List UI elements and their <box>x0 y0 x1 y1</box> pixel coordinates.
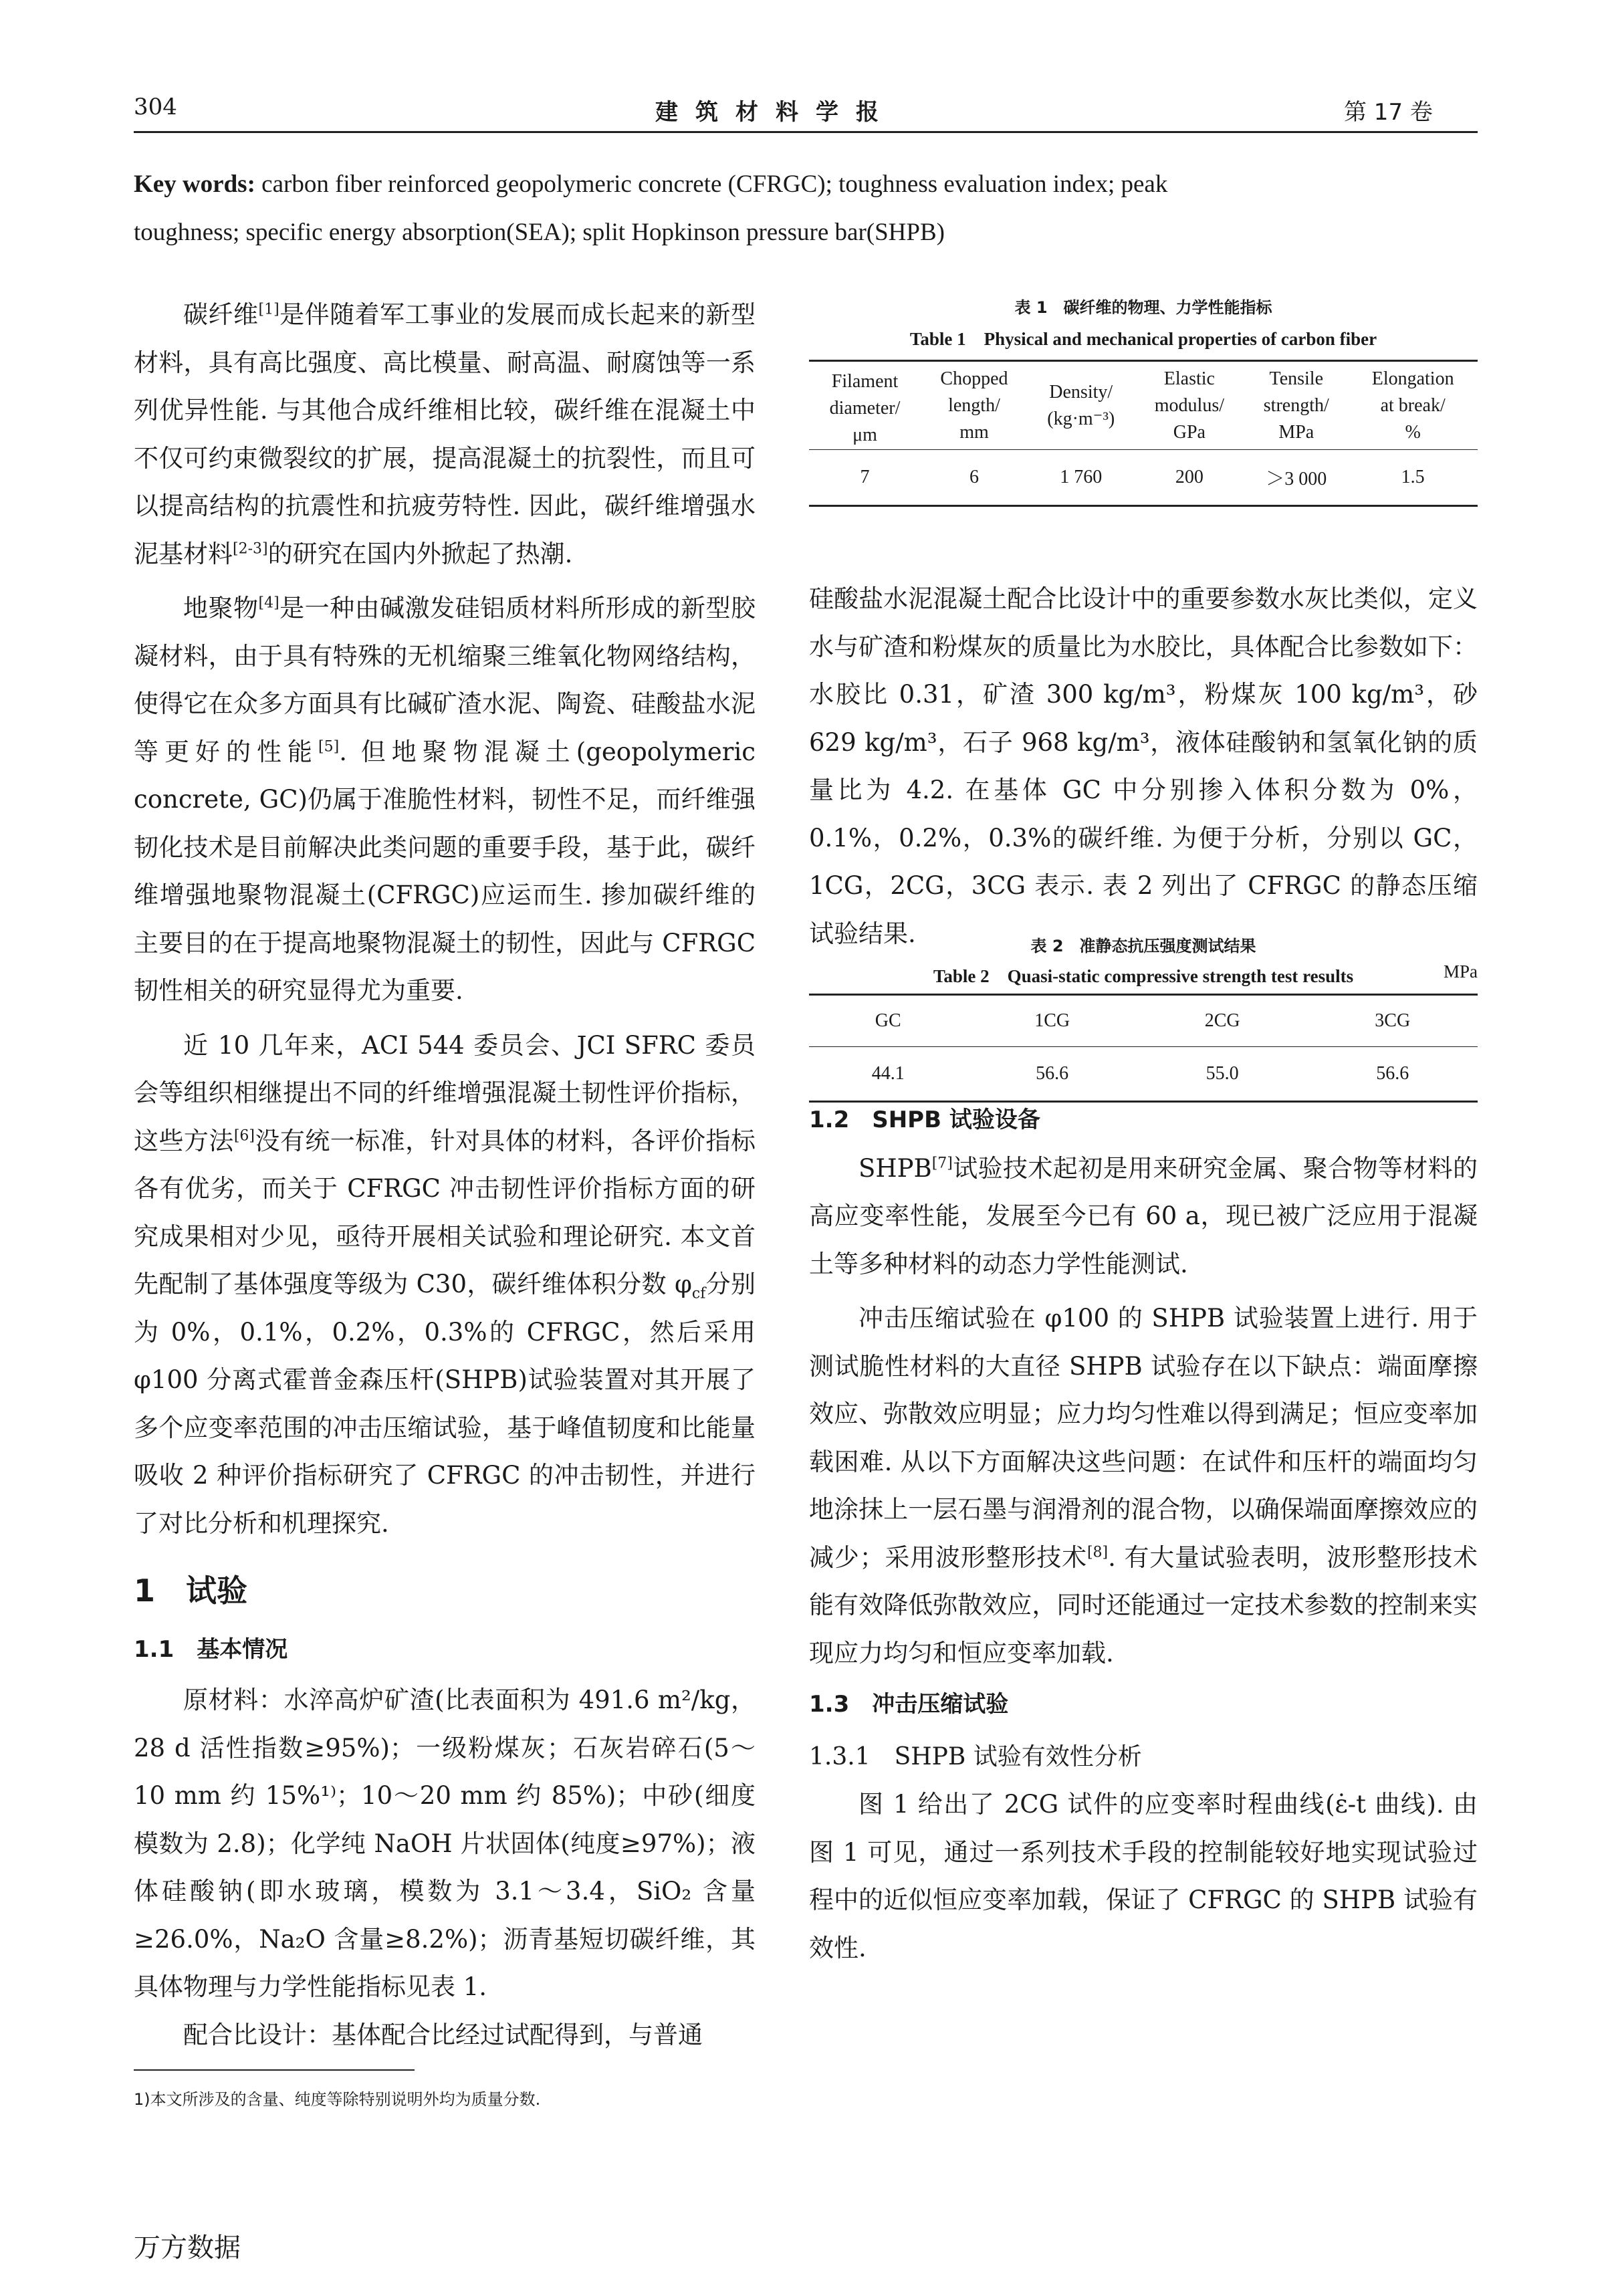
table-row <box>809 450 1478 506</box>
table-1-caption-en: Table 1 Physical and mechanical properties of carbon fiber <box>909 329 1377 349</box>
table-cell: 1 760 <box>1028 450 1135 506</box>
intro-paragraph-3: 近 10 几年来，ACI 544 委员会、JCI SFRC 委员会等组织相继提出不同的纤维增强混凝土韧性评价指标，这些方法[6]没有统一标准，针对具体的材料，各评价指标各有优劣，而关于 CFRGC 冲击韧性评价指标方面的研究成果相对少见，亟待开展相关试验和理论研究. 本文首先配制了基体强度等级为 C30，碳纤维体积分数 $\varphi_{cf}$分别为 0%，0.1%，0.2%，0.3%的 CFRGC，然后采用 φ100 分离式霍普金森压杆(SHPB)试验装置对其开展了多个应变率范围的冲击压缩试验，基于峰值韧度和比能量吸收 2 种评价指标研究了 CFRGC 的冲击韧性，并进行了对比分析和机理探究. <box>134 1030 756 1538</box>
table-2-header-row <box>809 995 1478 1047</box>
table-cell: 56.6 <box>967 1047 1137 1102</box>
section-heading-1-3-1: 1.3.1 SHPB 试验有效性分析 <box>809 1742 1142 1770</box>
materials-paragraph: 原材料：水淬高炉矿渣(比表面积为 491.6 m²/kg，28 d 活性指数≥95%)；一级粉煤灰；石灰岩碎石(5～10 mm 约 15%¹⁾；10～20 mm 约 85%)；中砂(细度模数为 2.8)；化学纯 NaOH 片状固体(纯度≥97%)；液体硅酸钠(即水玻璃，模数为 3.1～3.4，SiO₂ 含量≥26.0%，Na₂O 含量≥8.2%)；沥青基短切碳纤维，其具体物理与力学性能指标见表 1. <box>134 1686 756 2001</box>
table-cell: 6 <box>921 450 1028 506</box>
table-2-caption-cn: 表 2 准静态抗压强度测试结果 <box>1030 937 1256 955</box>
footnote-rule <box>134 2069 415 2071</box>
shpb-paragraph-2: 冲击压缩试验在 φ100 的 SHPB 试验装置上进行. 用于测试脆性材料的大直径 SHPB 试验存在以下缺点：端面摩擦效应、弥散效应明显；应力均匀性难以得到满足；恒应变率加载困难. 从以下方面解决这些问题：在试件和压杆的端面均匀地涂抹上一层石墨与润滑剂的混合物，以确保端面摩擦效应的减少；采用波形整形技术[8]. 有大量试验表明，波形整形技术能有效降低弥散效应，同时还能通过一定技术参数的控制来实现应力均匀和恒应变率加载. <box>809 1304 1478 1668</box>
validity-paragraph: 图 1 给出了 2CG 试件的应变率时程曲线(ε̇-t 曲线). 由图 1 可见，通过一系列技术手段的控制能较好地实现试验过程中的近似恒应变率加载，保证了 CFRGC 的 SHPB 试验有效性. <box>809 1790 1478 1962</box>
table-2-header-cell: 3CG <box>1375 1010 1411 1031</box>
table-1-header-cell: Filament diameter/ μm <box>829 371 901 445</box>
table-cell: 1.5 <box>1348 450 1478 506</box>
volume-label: 第 17 卷 <box>1344 99 1433 126</box>
left-column <box>134 291 756 2059</box>
page-number: 304 <box>134 94 177 120</box>
keywords-line1: carbon fiber reinforced geopolymeric concrete (CFRGC); toughness evaluation index; peak <box>261 170 1168 198</box>
section-heading-1-1: 1.1 基本情况 <box>134 1635 288 1663</box>
table-2-unit: MPa <box>1443 961 1478 982</box>
table-1-caption-cn: 表 1 碳纤维的物理、力学性能指标 <box>1014 298 1272 317</box>
table-1 <box>809 294 1478 507</box>
table-row <box>809 1047 1478 1102</box>
table-1-header-cell: Elongation at break/ % <box>1371 368 1454 443</box>
table-1-header-cell: Elastic modulus/ GPa <box>1154 368 1224 443</box>
table-2-header-cell: 1CG <box>1034 1010 1070 1031</box>
shpb-paragraph-1: SHPB[7]试验技术起初是用来研究金属、聚合物等材料的高应变率性能，发展至今已有 60 a，现已被广泛应用于混凝土等多种材料的动态力学性能测试. <box>809 1153 1478 1278</box>
journal-title: 建筑材料学报 <box>655 99 896 126</box>
mix-design-paragraph: 配合比设计：基体配合比经过试配得到，与普通 <box>183 2020 703 2049</box>
footnote: 1)本文所涉及的含量、纯度等除特别说明外均为质量分数. <box>134 2090 541 2109</box>
table-cell: 7 <box>809 450 921 506</box>
table-cell: 200 <box>1135 450 1245 506</box>
table-2-header-cell: 2CG <box>1204 1010 1240 1031</box>
keywords <box>134 160 1484 257</box>
right-column-lower <box>809 1097 1478 1972</box>
table-1-header-cell: Chopped length/ mm <box>940 368 1008 443</box>
section-heading-1-3: 1.3 冲击压缩试验 <box>809 1691 1009 1718</box>
mix-design-continued: 硅酸盐水泥混凝土配合比设计中的重要参数水灰比类似，定义水与矿渣和粉煤灰的质量比为水胶比，具体配合比参数如下：水胶比 0.31，矿渣 300 kg/m³，粉煤灰 100 kg/m³，砂 629 kg/m³，石子 968 kg/m³，液体硅酸钠和氢氧化钠的质量比为 4.2. 在基体 GC 中分别掺入体积分数为 0%，0.1%，0.2%，0.3%的碳纤维. 为便于分析，分别以 GC，1CG，2CG，3CG 表示. 表 2 列出了 CFRGC 的静态压缩试验结果. <box>809 584 1478 948</box>
table-2 <box>809 933 1478 1103</box>
right-column-upper <box>809 575 1478 957</box>
header-rule <box>134 131 1478 133</box>
keywords-line2: toughness; specific energy absorption(SEA); split Hopkinson pressure bar(SHPB) <box>134 219 945 246</box>
table-1-header-row <box>809 361 1478 450</box>
table-2-caption-en: Table 2 Quasi-static compressive strength test results <box>933 966 1354 986</box>
table-cell: ＞3 000 <box>1244 450 1348 506</box>
keywords-label: Key words: <box>134 170 255 198</box>
table-cell: 56.6 <box>1307 1047 1478 1102</box>
table-2-grid <box>809 994 1478 1103</box>
section-heading-1: 1 试验 <box>134 1573 248 1609</box>
section-heading-1-2: 1.2 SHPB 试验设备 <box>809 1107 1040 1133</box>
table-cell: 44.1 <box>809 1047 967 1102</box>
table-cell: 55.0 <box>1137 1047 1308 1102</box>
intro-paragraph-2: 地聚物[4]是一种由碱激发硅铝质材料所形成的新型胶凝材料，由于具有特殊的无机缩聚三维氧化物网络结构，使得它在众多方面具有比碱矿渣水泥、陶瓷、硅酸盐水泥等更好的性能[5]. 但地聚物混凝土(geopolymeric concrete, GC)仍属于准脆性材料，韧性不足，而纤维强韧化技术是目前解决此类问题的重要手段，基于此，碳纤维增强地聚物混凝土(CFRGC)应运而生. 掺加碳纤维的主要目的在于提高地聚物混凝土的韧性，因此与 CFRGC 韧性相关的研究显得尤为重要. <box>134 594 756 1005</box>
intro-paragraph-1: 碳纤维[1]是伴随着军工事业的发展而成长起来的新型材料，具有高比强度、高比模量、耐高温、耐腐蚀等一系列优异性能. 与其他合成纤维相比较，碳纤维在混凝土中不仅可约束微裂纹的扩展，提高混凝土的抗裂性，而且可以提高结构的抗震性和抗疲劳特性. 因此，碳纤维增强水泥基材料[2-3]的研究在国内外掀起了热潮. <box>134 300 756 568</box>
watermark: 万方数据 <box>134 2232 241 2263</box>
table-2-header-cell: GC <box>875 1010 901 1031</box>
table-1-grid <box>809 360 1478 507</box>
table-1-header-cell: Tensile strength/ MPa <box>1263 368 1329 443</box>
table-1-header-cell: Density/ (kg·m⁻³) <box>1047 381 1115 429</box>
